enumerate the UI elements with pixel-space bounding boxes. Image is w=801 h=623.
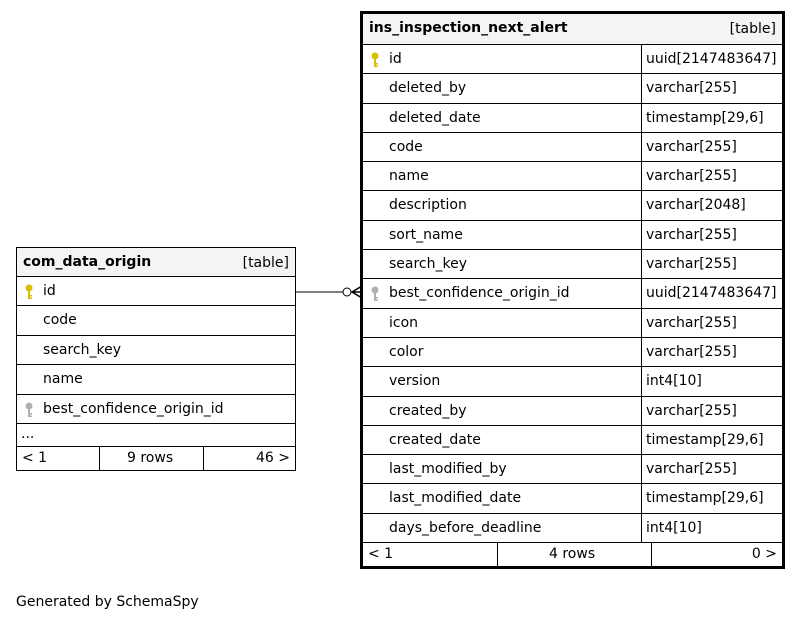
column-row[interactable] (363, 221, 782, 250)
column-row[interactable] (363, 191, 782, 220)
column-type: timestamp[29,6] (641, 426, 782, 454)
row-count: 9 rows (127, 449, 174, 466)
column-name: code (43, 312, 77, 329)
column-row[interactable] (363, 74, 782, 103)
column-row[interactable] (363, 279, 782, 308)
column-name: name (389, 168, 429, 185)
column-name: code (389, 138, 423, 155)
column-row[interactable] (363, 484, 782, 513)
column-row[interactable] (17, 365, 295, 394)
column-row[interactable] (363, 338, 782, 367)
column-name: icon (389, 314, 419, 331)
children-link[interactable]: 0 > (751, 546, 777, 563)
more-columns-ellipsis: ... (17, 424, 295, 447)
column-row[interactable] (363, 397, 782, 426)
column-type: varchar[255] (641, 221, 782, 249)
column-type: timestamp[29,6] (641, 104, 782, 132)
column-row[interactable] (363, 250, 782, 279)
column-type: varchar[255] (641, 309, 782, 337)
column-name: best_confidence_origin_id (43, 400, 224, 417)
column-type: varchar[255] (641, 455, 782, 483)
column-type: timestamp[29,6] (641, 484, 782, 512)
zero-cardinality-marker (343, 288, 351, 296)
column-name: description (389, 197, 467, 214)
column-row[interactable] (363, 514, 782, 543)
column-type: varchar[255] (641, 397, 782, 425)
generated-by-footer: Generated by SchemaSpy (16, 594, 199, 610)
column-name: created_by (389, 402, 467, 419)
column-name: color (389, 343, 424, 360)
column-name: best_confidence_origin_id (389, 285, 570, 302)
column-row[interactable] (363, 426, 782, 455)
primary-key-icon (371, 52, 379, 68)
column-row[interactable] (363, 104, 782, 133)
column-row[interactable] (363, 162, 782, 191)
column-type: uuid[2147483647] (641, 279, 782, 307)
table-header (363, 14, 782, 45)
column-type: int4[10] (641, 367, 782, 395)
children-link[interactable]: 46 > (256, 449, 290, 466)
column-name: name (43, 371, 83, 388)
table-com-data-origin[interactable] (16, 247, 296, 471)
column-name: search_key (389, 256, 468, 273)
column-name: id (43, 283, 56, 299)
column-name: search_key (43, 341, 122, 358)
column-type: varchar[255] (641, 250, 782, 278)
table-type-label: [table] (729, 21, 776, 37)
table-header (17, 248, 295, 277)
column-row[interactable] (363, 45, 782, 74)
column-name: deleted_date (389, 109, 481, 126)
table-ins-inspection-next-alert[interactable] (360, 11, 785, 569)
column-type: int4[10] (641, 514, 782, 542)
column-type: varchar[255] (641, 133, 782, 161)
foreign-key-icon (371, 286, 379, 302)
column-name: last_modified_by (389, 461, 507, 478)
column-row[interactable] (363, 309, 782, 338)
column-row[interactable] (363, 133, 782, 162)
table-type-label: [table] (242, 255, 289, 271)
column-name: days_before_deadline (389, 519, 542, 536)
parents-link[interactable]: < 1 (368, 546, 394, 563)
parents-link[interactable]: < 1 (22, 449, 48, 466)
table-footer (363, 543, 782, 566)
column-name: created_date (389, 431, 481, 448)
column-type: uuid[2147483647] (641, 45, 782, 73)
row-count: 4 rows (549, 546, 596, 563)
column-type: varchar[255] (641, 74, 782, 102)
column-name: sort_name (389, 226, 463, 243)
column-row[interactable] (17, 277, 295, 306)
column-row[interactable] (363, 367, 782, 396)
table-name[interactable]: ins_inspection_next_alert (369, 20, 568, 36)
column-name: deleted_by (389, 80, 467, 97)
column-name: id (389, 51, 402, 67)
primary-key-icon (25, 284, 33, 300)
column-row[interactable] (17, 306, 295, 335)
column-row[interactable] (363, 455, 782, 484)
column-row[interactable] (17, 336, 295, 365)
column-type: varchar[2048] (641, 191, 782, 219)
column-type: varchar[255] (641, 162, 782, 190)
table-name[interactable]: com_data_origin (23, 254, 152, 270)
table-footer (17, 447, 295, 470)
foreign-key-icon (25, 402, 33, 418)
column-row[interactable] (17, 395, 295, 424)
column-name: version (389, 373, 441, 390)
column-name: last_modified_date (389, 490, 522, 507)
column-type: varchar[255] (641, 338, 782, 366)
